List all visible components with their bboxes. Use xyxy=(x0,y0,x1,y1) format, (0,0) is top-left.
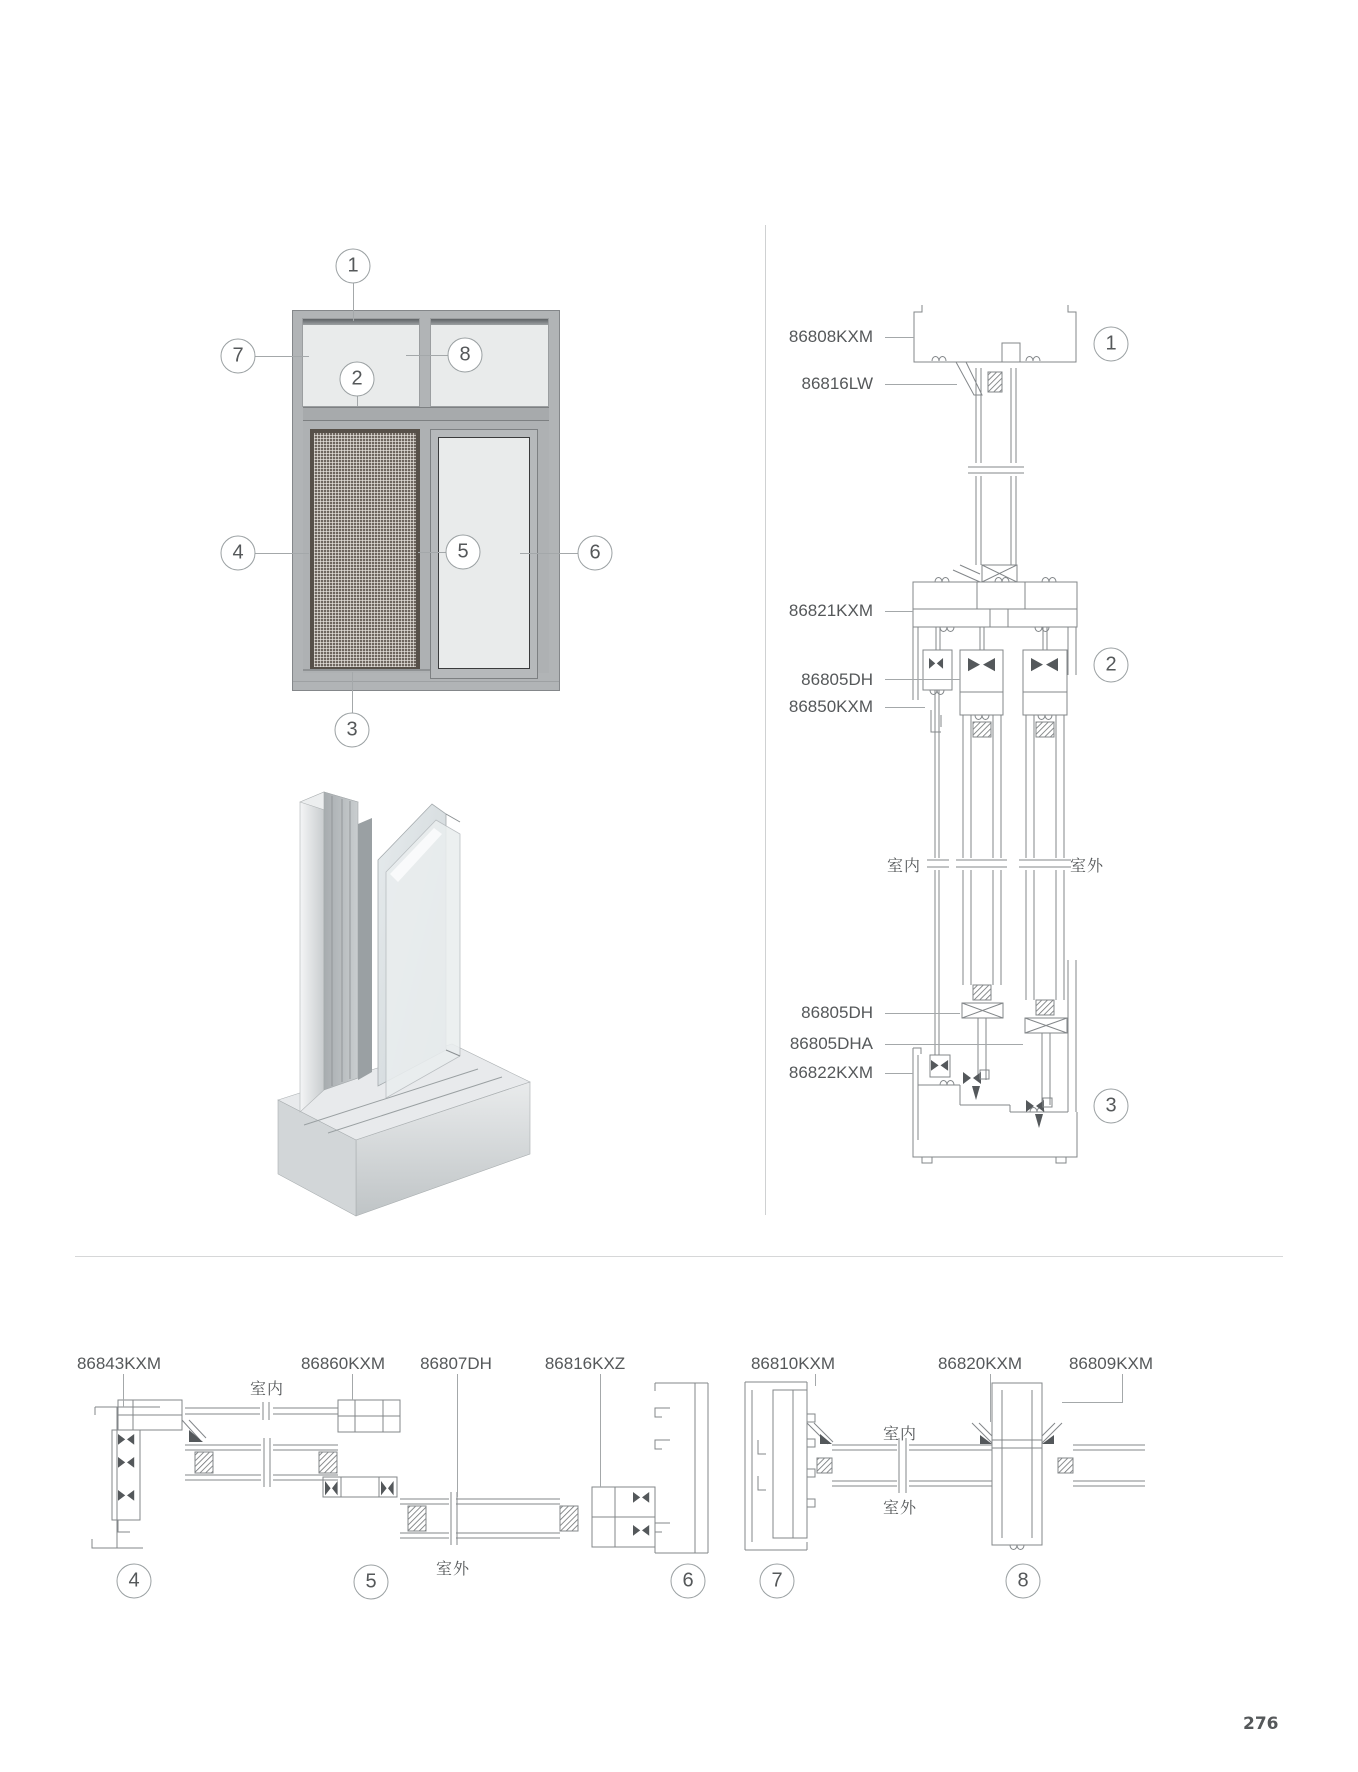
callout-number: 6 xyxy=(682,1569,694,1592)
leader-86816LW xyxy=(885,384,957,385)
leader-86860KXM xyxy=(352,1374,353,1400)
indoor-label-section-b: 室内 xyxy=(883,1426,918,1443)
elevation-top-right-glass xyxy=(430,318,549,407)
window-elevation xyxy=(292,310,560,691)
indoor-label-section-a: 室内 xyxy=(250,1381,285,1398)
leader-86810KXM xyxy=(815,1374,816,1386)
callout-number: 3 xyxy=(1105,1094,1117,1117)
callout-6 xyxy=(578,536,613,571)
callout-3 xyxy=(335,713,370,748)
part-label-86850KXM: 86850KXM xyxy=(788,697,873,716)
callout-8-number: 8 xyxy=(459,343,471,366)
callout-section-7 xyxy=(760,1564,795,1599)
part-label-86822KXM: 86822KXM xyxy=(788,1063,873,1082)
callout-4 xyxy=(221,536,256,571)
sill-line xyxy=(293,681,559,682)
callout-number: 2 xyxy=(1105,653,1117,676)
leader-2 xyxy=(357,396,358,406)
page-number: 276 xyxy=(1243,1714,1279,1734)
part-label-86808KXM: 86808KXM xyxy=(788,327,873,346)
callout-1-number: 1 xyxy=(347,254,359,277)
outdoor-label-section-a: 室外 xyxy=(436,1561,471,1578)
callout-number: 7 xyxy=(771,1569,783,1592)
callout-4-number: 4 xyxy=(232,541,244,564)
leader-4 xyxy=(255,553,309,554)
horizontal-section-a-drawing xyxy=(85,1378,715,1563)
part-label-86816LW: 86816LW xyxy=(801,374,873,393)
part-label-86805DH-lower: 86805DH xyxy=(801,1003,873,1022)
leader-86843KXM xyxy=(123,1374,124,1407)
elevation-screen-panel xyxy=(310,429,420,671)
callout-7-number: 7 xyxy=(232,344,244,367)
leader-86805DH-lower xyxy=(885,1013,960,1014)
leader-86809KXM-vertical xyxy=(1122,1374,1123,1403)
callout-section-4 xyxy=(117,1564,152,1599)
leader-86816KXZ xyxy=(600,1374,601,1487)
callout-3-number: 3 xyxy=(346,718,358,741)
leader-86807DH xyxy=(457,1374,458,1497)
part-label-86810KXM: 86810KXM xyxy=(750,1354,836,1373)
part-label-86805DHA: 86805DHA xyxy=(789,1034,873,1053)
part-label-86816KXZ: 86816KXZ xyxy=(544,1354,626,1373)
callout-6-number: 6 xyxy=(589,541,601,564)
leader-3 xyxy=(352,672,353,714)
callout-8 xyxy=(448,338,483,373)
outdoor-label-section-b: 室外 xyxy=(883,1500,918,1517)
section-divider xyxy=(75,1256,1283,1257)
leader-86820KXM xyxy=(990,1374,991,1422)
callout-section-2 xyxy=(1094,648,1129,683)
part-label-86809KXM: 86809KXM xyxy=(1068,1354,1154,1373)
callout-section-3 xyxy=(1094,1089,1129,1124)
part-label-86843KXM: 86843KXM xyxy=(76,1354,162,1373)
callout-7 xyxy=(221,339,256,374)
leader-7 xyxy=(255,356,309,357)
column-divider xyxy=(765,225,766,1215)
leader-6 xyxy=(520,553,579,554)
callout-section-6 xyxy=(671,1564,706,1599)
leader-86821KXM xyxy=(885,611,913,612)
callout-2-number: 2 xyxy=(351,367,363,390)
elevation-transom xyxy=(303,407,549,421)
callout-5 xyxy=(446,535,481,570)
leader-5 xyxy=(418,552,447,553)
part-label-86820KXM: 86820KXM xyxy=(937,1354,1023,1373)
callout-number: 4 xyxy=(128,1569,140,1592)
leader-8 xyxy=(406,355,449,356)
leader-86822KXM xyxy=(885,1073,913,1074)
track-line xyxy=(303,669,430,671)
leader-1 xyxy=(353,283,354,321)
part-label-86821KXM: 86821KXM xyxy=(788,601,873,620)
leader-86808KXM xyxy=(885,337,914,338)
callout-number: 1 xyxy=(1105,332,1117,355)
leader-86805DH-upper xyxy=(885,679,960,680)
part-label-86807DH: 86807DH xyxy=(420,1354,492,1373)
callout-section-5 xyxy=(354,1565,389,1600)
callout-section-8 xyxy=(1006,1564,1041,1599)
callout-number: 5 xyxy=(365,1570,377,1593)
outdoor-label-vsection: 室外 xyxy=(1070,858,1105,875)
horizontal-section-b-drawing xyxy=(740,1378,1160,1563)
part-label-86805DH-upper: 86805DH xyxy=(801,670,873,689)
callout-5-number: 5 xyxy=(457,540,469,563)
indoor-label-vsection: 室内 xyxy=(887,858,922,875)
leader-86850KXM xyxy=(885,707,925,708)
callout-number: 8 xyxy=(1017,1569,1029,1592)
glass-shadow xyxy=(303,319,419,325)
part-label-86860KXM: 86860KXM xyxy=(300,1354,386,1373)
glass-shadow xyxy=(431,319,548,325)
callout-section-1 xyxy=(1094,327,1129,362)
leader-86805DHA xyxy=(885,1044,1023,1045)
callout-2 xyxy=(340,362,375,397)
profile-3d-render xyxy=(262,760,552,1225)
leader-86809KXM-horizontal xyxy=(1062,1402,1123,1403)
callout-1 xyxy=(336,249,371,284)
